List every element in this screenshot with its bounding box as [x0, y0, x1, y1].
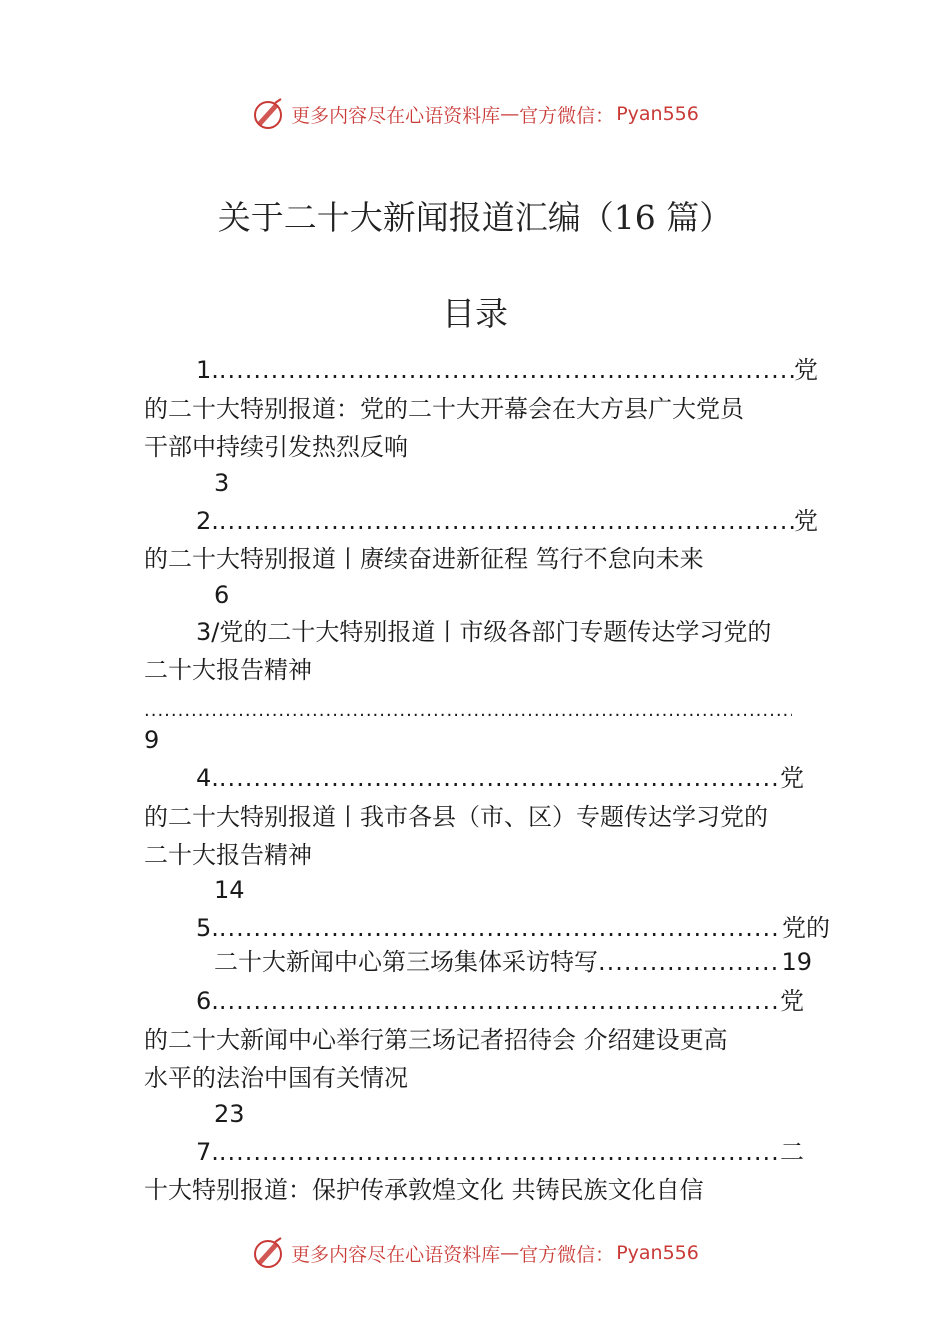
toc-entry-text: 水平的法治中国有关情况 — [144, 1064, 408, 1092]
header-banner — [0, 94, 950, 134]
toc-entry-number: 2. — [196, 507, 219, 535]
leader-dots — [219, 503, 794, 539]
banner-account: Pyan556 — [616, 1242, 699, 1264]
toc-entry-number: 6. — [196, 987, 219, 1015]
pen-circle-icon — [251, 97, 285, 131]
toc-entry-number: 1. — [196, 356, 219, 384]
leader-dots — [219, 910, 782, 946]
toc-entry-text: 十大特别报道：保护传承敦煌文化 共铸民族文化自信 — [144, 1176, 704, 1204]
toc-entry-3[interactable] — [196, 614, 771, 650]
banner-dash: — — [500, 103, 520, 125]
toc-entry-1[interactable] — [196, 352, 818, 388]
toc-page-number: 14 — [214, 876, 245, 904]
toc-heading: 目录 — [442, 294, 508, 333]
toc-entry-text: 二十大新闻中心第三场集体采访特写 — [214, 948, 598, 976]
leader-dots — [598, 944, 781, 980]
toc-entry-text: 二十大报告精神 — [144, 841, 312, 869]
toc-entry-2[interactable] — [196, 503, 818, 539]
toc-entry-5[interactable] — [196, 910, 830, 946]
leader-dots — [219, 1134, 780, 1170]
leader-dots — [219, 983, 780, 1019]
toc-entry-text: 二十大报告精神 — [144, 656, 312, 684]
toc-entry-text: 党的二十大特别报道丨市级各部门专题传达学习党的 — [219, 618, 772, 646]
toc-page-number: 6 — [214, 581, 230, 609]
toc-entry-text: 的二十大特别报道丨赓续奋进新征程 笃行不怠向未来 — [144, 545, 704, 573]
leader-dots — [144, 696, 792, 726]
toc-entry-tail: 党 — [780, 987, 804, 1015]
toc-entry-text: 的二十大特别报道丨我市各县（市、区）专题传达学习党的 — [144, 803, 768, 831]
banner-text: 更多内容尽在心语资料库 — [291, 104, 501, 127]
footer-banner — [0, 1233, 950, 1273]
banner-wechat-label: 官方微信： — [519, 1243, 615, 1266]
document-title: 关于二十大新闻报道汇编（16 篇） — [217, 198, 733, 237]
toc-entry-6[interactable] — [196, 983, 804, 1019]
banner-account: Pyan556 — [616, 103, 699, 125]
toc-entry-text: 的二十大特别报道：党的二十大开幕会在大方县广大党员 — [144, 395, 744, 423]
toc-entry-number: 4. — [196, 764, 219, 792]
leader-dots — [219, 352, 794, 388]
toc-page-number: 3 — [214, 469, 230, 497]
toc-entry-tail: 党 — [794, 507, 818, 535]
toc-entry-number: 5. — [196, 914, 219, 942]
toc-entry-number: 7. — [196, 1138, 219, 1166]
toc-entry-tail: 党 — [794, 356, 818, 384]
leader-dots — [219, 760, 780, 796]
toc-page-number: 19 — [781, 948, 812, 976]
banner-dash: — — [500, 1242, 520, 1264]
toc-entry-tail: 党 — [780, 764, 804, 792]
toc-entry-text: 干部中持续引发热烈反响 — [144, 433, 408, 461]
toc-entry-text-line — [214, 944, 812, 980]
toc-entry-tail: 二 — [780, 1138, 804, 1166]
toc-entry-tail: 党的 — [782, 914, 830, 942]
toc-entry-text: 的二十大新闻中心举行第三场记者招待会 介绍建设更高 — [144, 1026, 728, 1054]
banner-wechat-label: 官方微信： — [519, 104, 615, 127]
toc-entry-number: 3/ — [196, 618, 220, 646]
toc-entry-4[interactable] — [196, 760, 804, 796]
toc-page-number: 23 — [214, 1100, 245, 1128]
toc-entry-7[interactable] — [196, 1134, 804, 1170]
pen-circle-icon — [251, 1236, 285, 1270]
banner-text: 更多内容尽在心语资料库 — [291, 1243, 501, 1266]
toc-page-number: 9 — [144, 726, 160, 754]
